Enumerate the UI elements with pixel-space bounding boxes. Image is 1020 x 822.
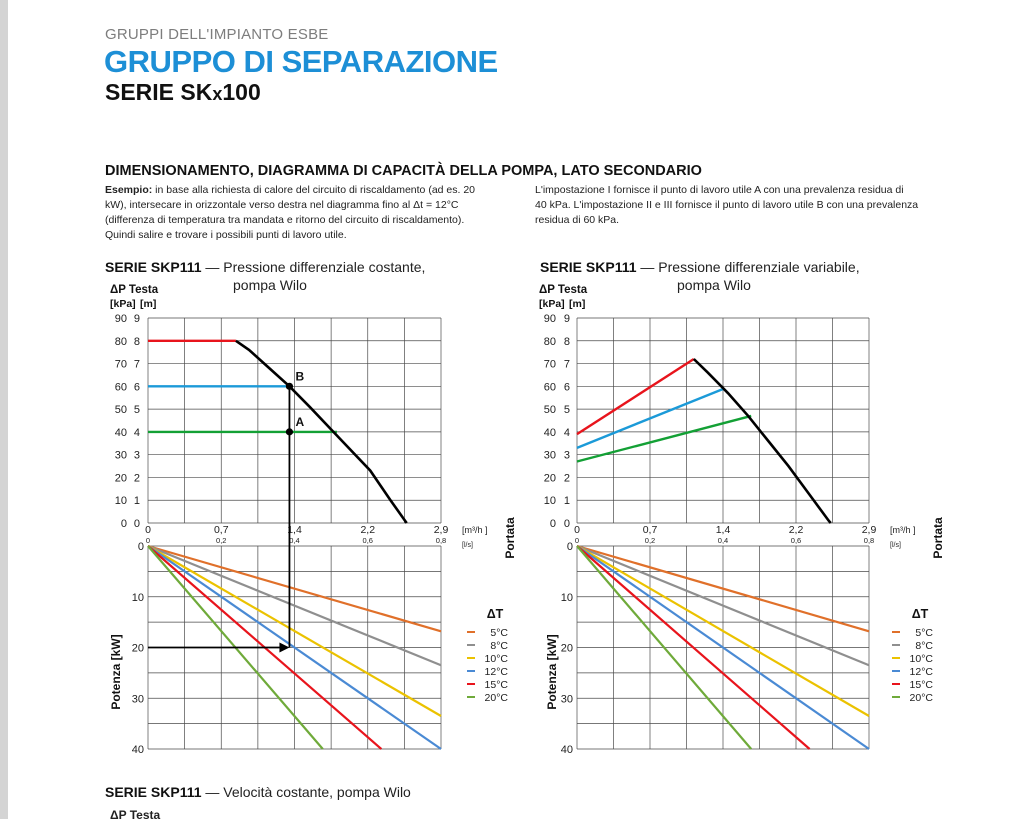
chart-2-bottom-ytick: 30 (560, 693, 573, 706)
chart-2-ytick-m: 7 (563, 358, 570, 371)
chart-2-title-line2: pompa Wilo (677, 277, 751, 293)
chart-2-bottom-ylabel: Potenza [kW] (545, 634, 559, 710)
chart-2-bottom-ytick: 0 (566, 541, 573, 553)
chart-2-setting-line (577, 359, 694, 434)
chart-1-ytick-m: 3 (133, 449, 140, 462)
intro-right-line-1: 40 kPa. L'impostazione II e III fornisce il punto di lavoro utile B con una prevalenza (535, 199, 919, 211)
intro-right-line-0: L'impostazione I fornisce il punto di lavoro utile A con una prevalenza residua di (535, 184, 904, 196)
chart-2-title-line1: — Pressione differenziale variabile, (636, 259, 860, 275)
chart-1-bottom-ytick: 30 (131, 693, 144, 706)
chart-1-xtick-ls: 0,2 (216, 536, 227, 545)
chart-1-xtick-m3h: 2,2 (360, 524, 376, 536)
chart-1-ylabel: ΔP Testa (110, 284, 159, 296)
chart-1-xtick-m3h: 0,7 (213, 524, 229, 536)
chart-1-legend-title: ΔT (486, 607, 504, 621)
chart-2-legend-label: 12°C (909, 666, 933, 678)
chart-1-xunit-m3h: [m³/h ] (462, 525, 488, 535)
page-title: GRUPPO DI SEPARAZIONE (104, 44, 498, 79)
chart-2-ytick-m: 8 (563, 335, 570, 348)
chart-1-ytick-m: 9 (133, 313, 140, 325)
chart-2-legend-label: 15°C (909, 679, 933, 691)
subtitle-suffix: 100 (222, 79, 261, 105)
chart-2-ytick-m: 0 (563, 518, 570, 530)
chart-2-xtick-ls: 0,2 (644, 536, 656, 545)
chart-2-pump-curve (694, 359, 831, 523)
chart-1-ylabel-kpa: [kPa] (110, 298, 136, 310)
chart-2-variable-pressure (539, 284, 945, 756)
chart-2-ytick-kpa: 60 (543, 381, 556, 394)
chart-2-xtick-ls: 0,8 (863, 536, 875, 545)
intro-left-line-3: Quindi salire e trovare i possibili punti di lavoro utile. (105, 229, 347, 241)
chart-2-ytick-kpa: 40 (543, 426, 556, 439)
chart-1-legend-label: 20°C (484, 692, 508, 704)
chart-2-setting-line (577, 389, 724, 448)
chart-2-ytick-kpa: 10 (543, 495, 556, 508)
chart-2-legend-label: 20°C (909, 692, 933, 704)
chart-1-title-line2: pompa Wilo (233, 277, 307, 293)
chart-1-bottom-ylabel: Potenza [kW] (109, 634, 123, 710)
chart-1-constant-pressure (109, 284, 517, 756)
next-chart-serie: SERIE SKP111 (105, 784, 202, 800)
chart-2-xunit-ls: [l/s] (890, 542, 901, 549)
chart-2-legend-label: 8°C (915, 640, 933, 652)
chart-1-bottom-ytick: 10 (131, 591, 144, 604)
chart-2-ytick-m: 4 (563, 426, 570, 439)
chart-1-xunit-ls: [l/s] (462, 542, 473, 549)
chart-1-legend-label: 12°C (484, 666, 508, 678)
intro-example-label: Esempio: (105, 184, 153, 196)
chart-1-legend-label: 15°C (484, 679, 508, 691)
chart-1-ytick-m: 4 (133, 426, 140, 439)
chart-1-operating-point-label: A (295, 414, 305, 429)
chart-1-ytick-kpa: 40 (114, 426, 127, 439)
chart-1-legend-label: 10°C (484, 653, 508, 665)
chart-2-xtick-ls: 0,4 (717, 536, 729, 545)
section-title: DIMENSIONAMENTO, DIAGRAMMA DI CAPACITÀ DELLA POMPA, LATO SECONDARIO (105, 163, 702, 179)
chart-2-bottom-ytick: 40 (560, 744, 573, 756)
chart-2-xtick-ls: 0 (574, 536, 580, 545)
chart-2-xlabel-portata: Portata (931, 517, 945, 559)
chart-1-operating-point-label: B (295, 369, 305, 384)
chart-1-bottom-ytick: 20 (131, 642, 144, 655)
intro-left-text-0: in base alla richiesta di calore del circuito di riscaldamento (ad es. 20 (152, 184, 476, 196)
chart-2-ytick-kpa: 70 (543, 358, 556, 371)
next-chart-desc: — Velocità costante, pompa Wilo (201, 784, 411, 800)
chart-1-ytick-m: 0 (133, 518, 140, 530)
chart-2-ytick-kpa: 0 (549, 518, 556, 530)
chart-1-legend-label: 5°C (490, 627, 508, 639)
chart-1-ytick-kpa: 10 (114, 495, 127, 508)
chart-1-title-line1: — Pressione differenziale costante, (201, 259, 426, 275)
chart-2-ytick-m: 3 (563, 449, 570, 462)
chart-2-xtick-m3h: 1,4 (715, 524, 731, 536)
chart-2-xtick-m3h: 0 (574, 524, 580, 536)
chart-1-ylabel-m: [m] (140, 298, 157, 310)
chart-1-xtick-ls: 0 (145, 536, 151, 545)
chart-1-ytick-kpa: 50 (114, 404, 127, 417)
chart-1-ytick-kpa: 70 (114, 358, 127, 371)
chart-2-ytick-kpa: 80 (543, 335, 556, 348)
chart-1-ytick-m: 5 (133, 404, 140, 417)
chart-1-xtick-m3h: 0 (145, 524, 151, 536)
chart-1-bottom-ytick: 40 (131, 744, 144, 756)
chart-2-ylabel: ΔP Testa (539, 284, 588, 296)
chart-2-ytick-kpa: 90 (543, 313, 556, 325)
header-supra: GRUPPI DELL'IMPIANTO ESBE (105, 26, 329, 43)
chart-2-legend-title: ΔT (911, 607, 929, 621)
chart-1-xtick-m3h: 2,9 (433, 524, 449, 536)
chart-2-bottom-ytick: 20 (560, 642, 573, 655)
chart-2-xunit-m3h: [m³/h ] (890, 525, 916, 535)
next-chart-heading (105, 784, 411, 800)
chart-1-ytick-m: 7 (133, 358, 140, 371)
chart-2-xtick-m3h: 0,7 (642, 524, 658, 536)
chart-2-bottom-ytick: 10 (560, 591, 573, 604)
chart-2-ylabel-kpa: [kPa] (539, 298, 565, 310)
chart-1-xlabel-portata: Portata (503, 517, 517, 559)
chart-2-ytick-kpa: 50 (543, 404, 556, 417)
chart-2-xtick-m3h: 2,9 (861, 524, 877, 536)
chart-1-xtick-ls: 0,4 (289, 536, 300, 545)
chart-1-xtick-ls: 0,6 (362, 536, 373, 545)
intro-left-line-2: (differenza di temperatura tra mandata e ritorno del circuito di riscaldamento). (105, 214, 465, 226)
chart-2-ytick-kpa: 20 (543, 472, 556, 485)
subtitle-x: x (212, 84, 223, 104)
chart-1-ytick-kpa: 80 (114, 335, 127, 348)
chart-1-xtick-m3h: 1,4 (287, 524, 302, 536)
chart-1-ytick-kpa: 90 (114, 313, 127, 325)
chart-2-legend-label: 10°C (909, 653, 933, 665)
chart-2-xtick-m3h: 2,2 (788, 524, 804, 536)
chart-2-legend-label: 5°C (915, 627, 933, 639)
chart-1-ytick-m: 8 (133, 335, 140, 348)
chart-2-ytick-m: 1 (563, 495, 570, 508)
chart-1-ytick-kpa: 0 (120, 518, 127, 530)
chart-1-legend-label: 8°C (490, 640, 508, 652)
chart-1-ytick-kpa: 60 (114, 381, 127, 394)
chart-1-xtick-ls: 0,8 (435, 536, 447, 545)
chart-1-ytick-kpa: 30 (114, 449, 127, 462)
chart-1-ytick-kpa: 20 (114, 472, 127, 485)
chart-1-bottom-ytick: 0 (137, 541, 144, 553)
next-chart-axis-label: ΔP Testa (110, 808, 161, 822)
chart-2-ytick-m: 9 (563, 313, 570, 325)
chart-1-ytick-m: 6 (133, 381, 140, 394)
subtitle-prefix: SERIE SK (105, 79, 213, 105)
chart-2-ytick-kpa: 30 (543, 449, 556, 462)
chart-1-ytick-m: 1 (133, 495, 140, 508)
chart-1-serie: SERIE SKP111 (105, 259, 202, 275)
intro-right-line-2: residua di 60 kPa. (535, 214, 620, 226)
chart-2-ylabel-m: [m] (569, 298, 586, 310)
chart-1-ytick-m: 2 (133, 472, 140, 485)
chart-2-xtick-ls: 0,6 (790, 536, 802, 545)
chart-2-ytick-m: 2 (563, 472, 570, 485)
chart-2-ytick-m: 6 (563, 381, 570, 394)
intro-left-line-1: kW), intersecare in orizzontale verso destra nel diagramma fino al Δt = 12°C (105, 199, 459, 211)
chart-2-ytick-m: 5 (563, 404, 570, 417)
chart-2-serie: SERIE SKP111 (540, 259, 637, 275)
